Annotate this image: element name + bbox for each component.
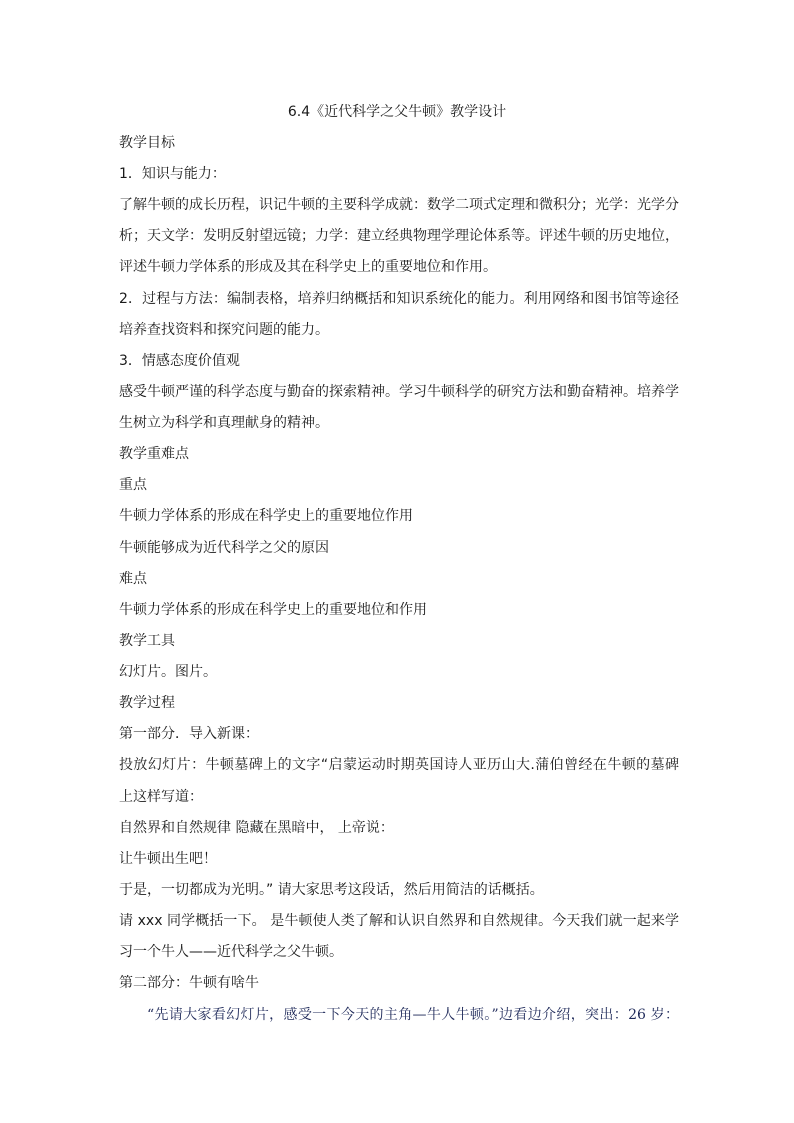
subheading-knowledge: 1．知识与能力：	[119, 166, 226, 182]
paragraph-line: 幻灯片。图片。	[119, 664, 217, 680]
paragraph-line: 请 xxx 同学概括一下。 是牛顿使人类了解和认识自然界和自然规律。今天我们就一起来学	[119, 913, 679, 929]
paragraph-line: 让牛顿出生吧！	[119, 851, 217, 867]
paragraph-line: 习一个牛人——近代科学之父牛顿。	[119, 944, 343, 960]
subheading-attitude: 3．情感态度价值观	[119, 353, 240, 369]
heading-teaching-goals: 教学目标	[119, 135, 175, 151]
heading-teaching-process: 教学过程	[119, 695, 175, 711]
subheading-part-two: 第二部分：牛顿有啥牛	[119, 975, 259, 991]
paragraph-line: 自然界和自然规律 隐藏在黑暗中， 上帝说：	[119, 820, 394, 836]
paragraph-line: 感受牛顿严谨的科学态度与勤奋的探索精神。学习牛顿科学的研究方法和勤奋精神。培养学	[119, 384, 679, 400]
paragraph-line: 培养查找资料和探究问题的能力。	[119, 322, 329, 338]
heading-teaching-tools: 教学工具	[119, 633, 175, 649]
paragraph-line: 生树立为科学和真理献身的精神。	[119, 415, 329, 431]
paragraph-line: 2．过程与方法：编制表格，培养归纳概括和知识系统化的能力。利用网络和图书馆等途径	[119, 291, 679, 307]
paragraph-line: 析；天文学：发明反射望远镜；力学：建立经典物理学理论体系等。评述牛顿的历史地位，	[119, 228, 679, 244]
paragraph-line: 于是，一切都成为光明。” 请大家思考这段话，然后用简洁的话概括。	[119, 882, 544, 898]
document-title: 6.4《近代科学之父牛顿》教学设计	[287, 104, 507, 120]
paragraph-line: 牛顿力学体系的形成在科学史上的重要地位和作用	[119, 602, 427, 618]
subheading-part-one: 第一部分．导入新课：	[119, 726, 259, 742]
subheading-difficulty: 难点	[119, 571, 147, 587]
subheading-focus: 重点	[119, 477, 147, 493]
paragraph-line: 上这样写道：	[119, 789, 203, 805]
paragraph-line: 牛顿力学体系的形成在科学史上的重要地位作用	[119, 508, 413, 524]
paragraph-line: 牛顿能够成为近代科学之父的原因	[119, 540, 329, 556]
heading-key-points: 教学重难点	[119, 446, 189, 462]
paragraph-line: “先请大家看幻灯片，感受一下今天的主角—牛人牛顿。”边看边介绍，突出：26 岁：	[147, 1007, 679, 1023]
paragraph-line: 评述牛顿力学体系的形成及其在科学史上的重要地位和作用。	[119, 259, 497, 275]
paragraph-line: 了解牛顿的成长历程，识记牛顿的主要科学成就：数学二项式定理和微积分；光学：光学分	[119, 197, 679, 213]
paragraph-line: 投放幻灯片：牛顿墓碑上的文字“启蒙运动时期英国诗人亚历山大.蒲伯曾经在牛顿的墓碑	[119, 757, 679, 773]
